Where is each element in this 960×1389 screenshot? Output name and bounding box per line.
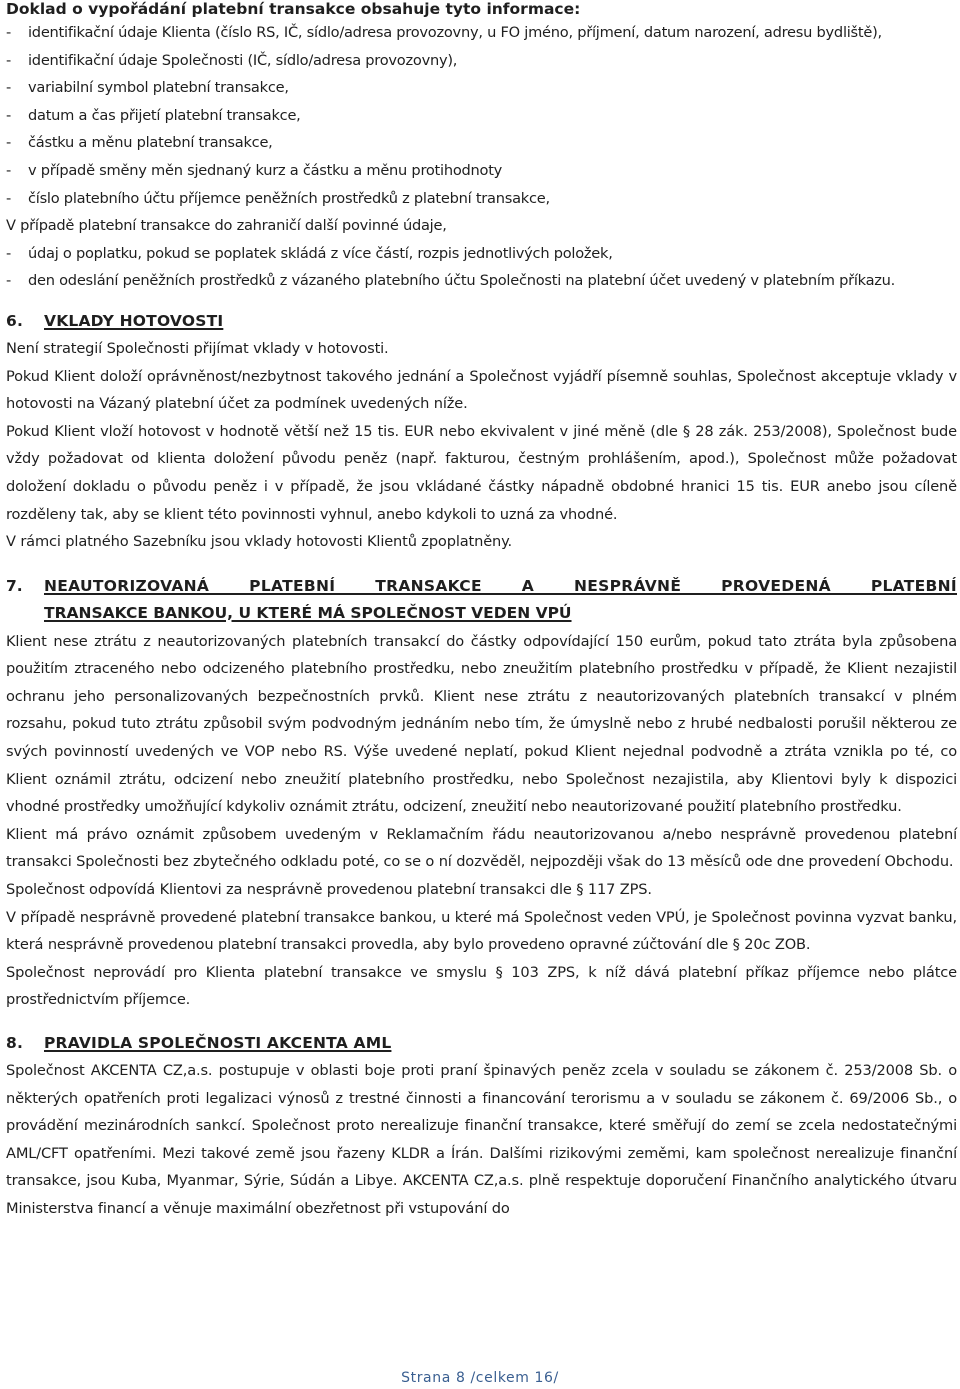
intro-list	[6, 19, 957, 212]
paragraph: Společnost odpovídá Klientovi za nesprávně provedenou platební transakci dle § 117 ZPS.	[6, 881, 652, 899]
intro-heading: Doklad o vypořádání platební transakce obsahuje tyto informace:	[6, 0, 581, 18]
section-number: 6.	[6, 311, 24, 330]
foreign-intro: V případě platební transakce do zahraničí další povinné údaje,	[6, 217, 447, 235]
document-page	[6, 0, 957, 1223]
paragraph: Není strategií Společnosti přijímat vklady v hotovosti.	[6, 339, 389, 357]
section-title-line-2: TRANSAKCE BANKOU, U KTERÉ MÁ SPOLEČNOST VEDEN VPÚ	[44, 603, 572, 622]
list-item: - datum a čas přijetí platební transakce,	[6, 102, 957, 130]
section-7-heading-cont	[6, 600, 957, 626]
list-item: - údaj o poplatku, pokud se poplatek skládá z více částí, rozpis jednotlivých položek,	[6, 240, 957, 268]
list-item: - částku a měnu platební transakce,	[6, 129, 957, 157]
paragraph: Pokud Klient doloží oprávněnost/nezbytnost takového jednání a Společnost vyjádří písemně souhlas, Společnost akceptuje vklady v hotovosti na Vázaný platební účet za podmínek uvedených níže.	[6, 367, 957, 413]
paragraph: Pokud Klient vloží hotovost v hodnotě větší než 15 tis. EUR nebo ekvivalent v jiné měně (dle § 28 zák. 253/2008), Společnost bude vždy požadovat od klienta doložení původu peněz (např. fakturou, čestným prohlášením, apod.), Společnost může požadovat doložení dokladu o původu peněz i v případě, že jsou vkládané částky nápadně obdobné hranici 15 tis. EUR anebo jsou cíleně rozděleny tak, aby se klient této povinnosti vyhnul, anebo kdykoli to uzná za vhodné.	[6, 422, 957, 523]
list-item: - den odeslání peněžních prostředků z vázaného platebního účtu Společnosti na platební účet uvedený v platebním příkazu.	[6, 267, 957, 295]
section-8-heading	[6, 1030, 957, 1057]
section-7-heading	[6, 573, 957, 600]
paragraph: V případě nesprávně provedené platební transakce bankou, u které má Společnost veden VPÚ, je Společnost povinna vyzvat banku, která nesprávně provedenou platební transakci provedla, aby bylo provedeno opravné zúčtování dle § 20c ZOB.	[6, 908, 957, 954]
section-title: VKLADY HOTOVOSTI	[44, 311, 224, 330]
list-item: - identifikační údaje Klienta (číslo RS, IČ, sídlo/adresa provozovny, u FO jméno, příjmení, datum narození, adresu bydliště),	[6, 19, 957, 47]
paragraph: Klient nese ztrátu z neautorizovaných platebních transakcí do částky odpovídající 150 eurům, pokud tato ztráta byla způsobena použitím ztraceného nebo odcizeného platebního prostředku, nebo zneužitím platebního prostředku v případě, že Klient nezajistil ochranu jeho personalizovaných bezpečnostních prvků. Klient nese ztrátu z neautorizovaných platebních transakcí v plném rozsahu, pokud tuto ztrátu způsobil svým podvodným jednáním nebo tím, že úmyslně nebo z hrubé nedbalosti porušil některou ze svých povinností uvedených ve VOP nebo RS. Výše uvedené neplatí, pokud Klient nejednal podvodně a ztráta vznikla po té, co Klient oznámil ztrátu, odcizení nebo zneužití platebního prostředku, nebo Společnost nezajistila, aby Klientovi byly k dispozici vhodné prostředky umožňující kdykoliv oznámit ztrátu, odcizení, zneužití nebo neautorizované použití platebního prostředku.	[6, 632, 957, 816]
foreign-list	[6, 240, 957, 295]
paragraph: V rámci platného Sazebníku jsou vklady hotovosti Klientů zpoplatněny.	[6, 533, 513, 551]
list-item: - identifikační údaje Společnosti (IČ, sídlo/adresa provozovny),	[6, 47, 957, 75]
list-item: - variabilní symbol platební transakce,	[6, 74, 957, 102]
paragraph: Společnost AKCENTA CZ,a.s. postupuje v oblasti boje proti praní špinavých peněz zcela v souladu se zákonem č. 253/2008 Sb. o některých opatřeních proti legalizaci výnosů z trestné činnosti a financování terorismu a v souladu se zákonem č. 69/2006 Sb., o provádění mezinárodních sankcí. Společnost proto nerealizuje finanční transakce, které směřují do zemí se zcela nedostatečnými AML/CFT opatřeními. Mezi takové země jsou řazeny KLDR a Írán. Dalšími rizikovými zeměmi, kam společnost nerealizuje finanční transakce, jsou Kuba, Myanmar, Sýrie, Súdán a Libye. AKCENTA CZ,a.s. plně respektuje doporučení Finančního analytického útvaru Ministerstva financí a věnuje maximální obezřetnost při vstupování do	[6, 1062, 957, 1217]
section-6-heading	[6, 308, 957, 335]
paragraph: Společnost neprovádí pro Klienta platební transakce ve smyslu § 103 ZPS, k níž dává platební příkaz příjemce nebo plátce prostřednictvím příjemce.	[6, 963, 957, 1009]
section-number: 8.	[6, 1034, 24, 1052]
list-item: - v případě směny měn sjednaný kurz a částku a měnu protihodnoty	[6, 157, 957, 185]
section-title-line-1: NEAUTORIZOVANÁ PLATEBNÍ TRANSAKCE A NESPRÁVNĚ PROVEDENÁ PLATEBNÍ	[44, 576, 957, 595]
page-footer: Strana 8 /celkem 16/	[401, 1370, 559, 1386]
section-number: 7.	[6, 576, 23, 595]
paragraph: Klient má právo oznámit způsobem uvedeným v Reklamačním řádu neautorizovanou a/nebo nesprávně provedenou platební transakci Společnosti bez zbytečného odkladu poté, co se o ní dozvěděl, nejpozději však do 13 měsíců ode dne provedení Obchodu.	[6, 825, 957, 871]
section-title: PRAVIDLA SPOLEČNOSTI AKCENTA AML	[44, 1034, 392, 1052]
list-item: - číslo platebního účtu příjemce peněžních prostředků z platební transakce,	[6, 185, 957, 213]
